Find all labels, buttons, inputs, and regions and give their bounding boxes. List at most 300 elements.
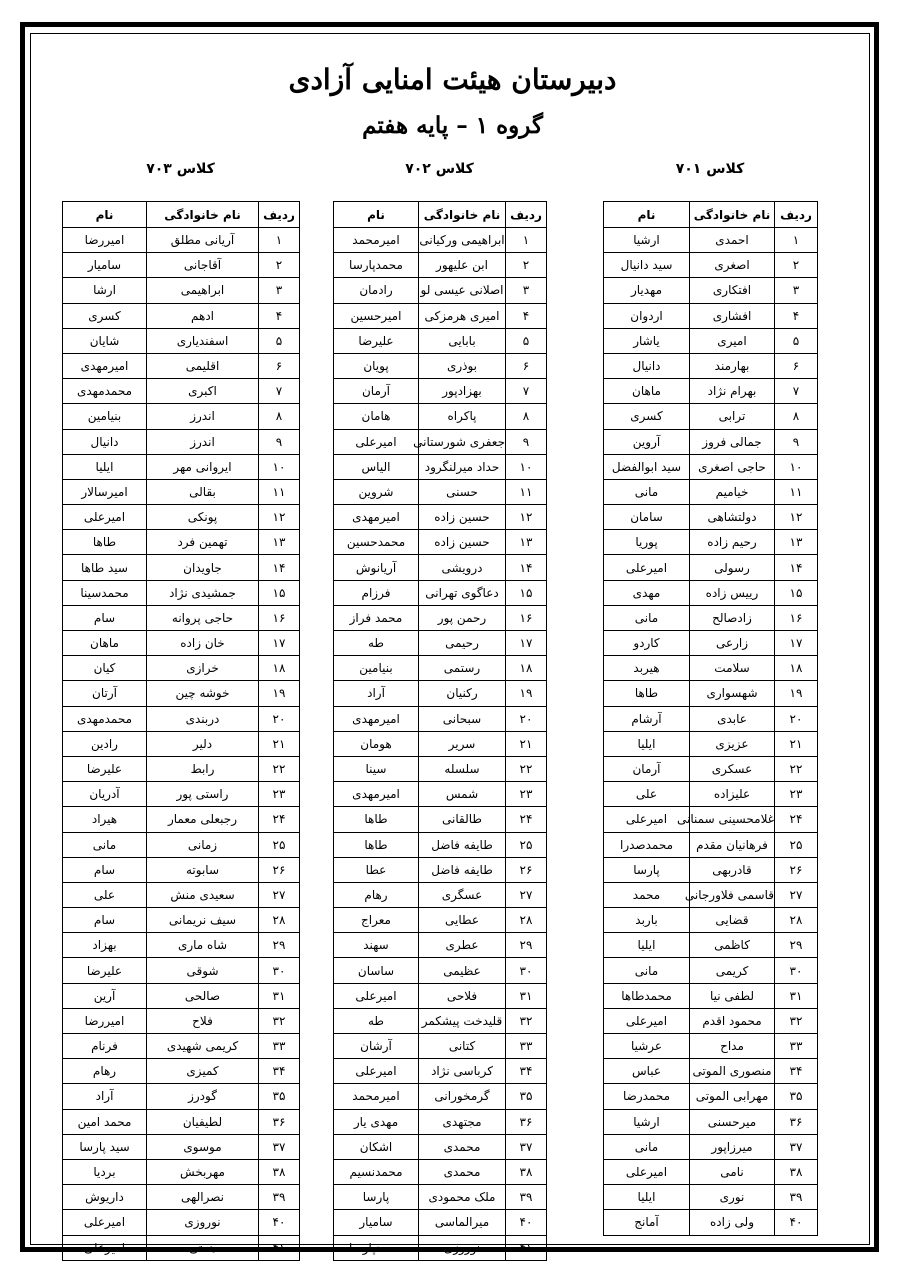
family-name-cell: فلاح: [147, 1008, 259, 1033]
table-row: [604, 731, 818, 756]
group-subtitle: گروه ۱ – پایه هفتم: [362, 112, 543, 139]
family-name-cell: تهمین فرد: [147, 530, 259, 555]
family-name-cell: علیزاده: [690, 782, 775, 807]
first-name-cell: محمدمهدی: [63, 706, 147, 731]
row-number: ۲۷: [259, 882, 300, 907]
family-name-cell: راستی پور: [147, 782, 259, 807]
first-name-cell: هیراد: [63, 807, 147, 832]
table-row: [63, 505, 300, 530]
family-name-cell: نوری: [690, 1185, 775, 1210]
table-row: [334, 253, 547, 278]
family-name-cell: اقلیمی: [147, 353, 259, 378]
family-name-cell: منصوری الموتی: [690, 1059, 775, 1084]
family-name-cell: امیری هرمزکی: [419, 303, 506, 328]
table-row: [334, 1235, 547, 1260]
first-name-cell: شایان: [63, 328, 147, 353]
row-number: ۳۹: [775, 1185, 818, 1210]
first-name-cell: سید طاها: [63, 555, 147, 580]
table-row: [63, 756, 300, 781]
family-name-cell: بوذری: [419, 353, 506, 378]
family-name-cell: زمانی: [147, 832, 259, 857]
table-row: [604, 1008, 818, 1033]
table-row: [334, 958, 547, 983]
row-number: ۲: [259, 253, 300, 278]
table-row: [63, 555, 300, 580]
row-number: ۲۹: [506, 933, 547, 958]
first-name-cell: امیرمهدی: [334, 782, 419, 807]
row-number: ۸: [775, 404, 818, 429]
row-number: ۴۱: [259, 1235, 300, 1260]
first-name-cell: سید پارسا: [63, 1134, 147, 1159]
row-number: ۳: [506, 278, 547, 303]
family-name-cell: رحمن پور: [419, 605, 506, 630]
first-name-cell: محمدطاها: [604, 983, 690, 1008]
first-name-cell: امیرعلی: [334, 429, 419, 454]
first-name-cell: فرنام: [63, 1034, 147, 1059]
first-name-cell: محمدحسین: [334, 530, 419, 555]
table-row: [604, 681, 818, 706]
table-row: [334, 379, 547, 404]
first-name-cell: عرشیا: [604, 1034, 690, 1059]
table-row: [63, 429, 300, 454]
first-name-cell: ماهان: [63, 631, 147, 656]
row-header: ردیف: [506, 202, 547, 228]
first-name-cell: محمدپارسا: [334, 253, 419, 278]
row-number: ۲۰: [775, 706, 818, 731]
row-number: ۳۶: [506, 1109, 547, 1134]
family-name-cell: اکبری: [147, 379, 259, 404]
school-title: دبیرستان هیئت امنایی آزادی: [288, 63, 617, 96]
family-name-cell: بقالی: [147, 479, 259, 504]
family-name-cell: شوقی: [147, 958, 259, 983]
class-roster-table: [333, 201, 547, 1261]
first-name-cell: طه: [334, 1008, 419, 1033]
row-number: ۲: [775, 253, 818, 278]
table-row: [604, 253, 818, 278]
table-row: [334, 908, 547, 933]
table-row: [604, 1059, 818, 1084]
row-number: ۳۰: [506, 958, 547, 983]
table-row: [604, 631, 818, 656]
row-number: ۳۳: [775, 1034, 818, 1059]
table-row: [334, 1185, 547, 1210]
family-name-cell: نصرالهی: [147, 1185, 259, 1210]
row-number: ۴: [259, 303, 300, 328]
family-name-cell: میرزاپور: [690, 1134, 775, 1159]
class-title: کلاس ۷۰۱: [675, 161, 745, 177]
first-name-cell: محمد فراز: [334, 605, 419, 630]
table-row: [63, 353, 300, 378]
family-name-cell: جاویدان: [147, 555, 259, 580]
first-name-cell: مانی: [604, 479, 690, 504]
first-name-cell: آراد: [334, 681, 419, 706]
row-number: ۲۳: [506, 782, 547, 807]
first-name-cell: سید ابوالفضل: [604, 454, 690, 479]
row-number: ۱۷: [259, 631, 300, 656]
family-name-cell: مداح: [690, 1034, 775, 1059]
row-number: ۱۶: [259, 605, 300, 630]
family-name-cell: گودرز: [147, 1084, 259, 1109]
first-name-cell: هامان: [334, 404, 419, 429]
family-name-cell: اصلانی عیسی لو: [419, 278, 506, 303]
table-row: [63, 605, 300, 630]
family-name-cell: رحیم زاده: [690, 530, 775, 555]
first-name-cell: علیرضا: [63, 958, 147, 983]
family-name-cell: رستمی: [419, 656, 506, 681]
family-name-cell: درویشی: [419, 555, 506, 580]
family-name-cell: دلیر: [147, 731, 259, 756]
first-name-cell: آرشان: [334, 1034, 419, 1059]
first-name-cell: محمد: [604, 882, 690, 907]
family-name-cell: آقاجانی: [147, 253, 259, 278]
first-name-cell: هومان: [334, 731, 419, 756]
row-number: ۱۳: [506, 530, 547, 555]
family-name-cell: بهارمند: [690, 353, 775, 378]
first-name-cell: فرزام: [334, 580, 419, 605]
table-row: [334, 1134, 547, 1159]
first-name-cell: رهام: [63, 1059, 147, 1084]
first-name-cell: علیرضا: [334, 328, 419, 353]
table-row: [63, 731, 300, 756]
first-name-cell: ارشیا: [604, 1109, 690, 1134]
row-number: ۷: [775, 379, 818, 404]
table-row: [334, 303, 547, 328]
row-number: ۲۴: [775, 807, 818, 832]
table-row: [604, 228, 818, 253]
family-name-cell: حسنی: [419, 479, 506, 504]
first-name-cell: سهند: [334, 933, 419, 958]
family-name-cell: آریانی مطلق: [147, 228, 259, 253]
row-number: ۲۶: [775, 857, 818, 882]
family-name-cell: سریر: [419, 731, 506, 756]
row-number: ۹: [259, 429, 300, 454]
family-name-cell: دولتشاهی: [690, 505, 775, 530]
family-name-cell: همتی: [147, 1235, 259, 1260]
table-row: [604, 404, 818, 429]
row-number: ۳۳: [506, 1034, 547, 1059]
first-name-cell: علی: [63, 882, 147, 907]
first-name-cell: آرشام: [604, 706, 690, 731]
table-row: [604, 1134, 818, 1159]
family-name-cell: نوروزی: [147, 1210, 259, 1235]
table-row: [334, 1034, 547, 1059]
row-number: ۳۵: [259, 1084, 300, 1109]
table-row: [334, 857, 547, 882]
row-number: ۲۱: [506, 731, 547, 756]
class-title: کلاس ۷۰۲: [405, 161, 474, 177]
row-number: ۲۲: [506, 756, 547, 781]
first-name-cell: طه: [334, 631, 419, 656]
family-name-cell: افشاری: [690, 303, 775, 328]
table-row: [604, 1185, 818, 1210]
table-row: [63, 1159, 300, 1184]
family-name-cell: اندرز: [147, 429, 259, 454]
row-number: ۳۱: [259, 983, 300, 1008]
row-number: ۱۸: [506, 656, 547, 681]
family-name-cell: کمیزی: [147, 1059, 259, 1084]
table-row: [604, 353, 818, 378]
table-row: [334, 580, 547, 605]
first-name-cell: ارشا: [63, 278, 147, 303]
family-name-cell: کرباسی نژاد: [419, 1059, 506, 1084]
family-name-cell: خرازی: [147, 656, 259, 681]
family-name-cell: پونکی: [147, 505, 259, 530]
row-number: ۱۹: [506, 681, 547, 706]
first-name-cell: عباس: [604, 1059, 690, 1084]
first-name-cell: پوریا: [604, 530, 690, 555]
table-row: [604, 782, 818, 807]
table-row: [63, 681, 300, 706]
table-row: [604, 832, 818, 857]
table-row: [334, 656, 547, 681]
first-name-cell: ایلیا: [604, 933, 690, 958]
name-header: نام: [604, 202, 690, 228]
family-name-cell: ولی زاده: [690, 1210, 775, 1235]
row-number: ۲۵: [775, 832, 818, 857]
family-name-cell: جمالی فروز: [690, 429, 775, 454]
family-name-cell: حاجی اصغری: [690, 454, 775, 479]
row-number: ۲۸: [259, 908, 300, 933]
row-number: ۳۹: [259, 1185, 300, 1210]
first-name-cell: داریوش: [63, 1185, 147, 1210]
row-number: ۲۰: [506, 706, 547, 731]
first-name-cell: سینا: [334, 756, 419, 781]
row-number: ۵: [259, 328, 300, 353]
row-number: ۳: [775, 278, 818, 303]
table-row: [604, 429, 818, 454]
family-name-cell: میرالماسی: [419, 1210, 506, 1235]
table-row: [604, 379, 818, 404]
family-name-cell: محمدی: [419, 1159, 506, 1184]
table-row: [334, 530, 547, 555]
family-name-cell: عطایی: [419, 908, 506, 933]
family-name-cell: قاسمی فلاورجانی: [690, 882, 775, 907]
row-number: ۲۳: [775, 782, 818, 807]
first-name-cell: امیرمهدی: [334, 706, 419, 731]
row-number: ۱۰: [506, 454, 547, 479]
first-name-cell: مهدی یار: [334, 1109, 419, 1134]
first-name-cell: کیان: [63, 656, 147, 681]
first-name-cell: مانی: [63, 832, 147, 857]
row-number: ۲۵: [259, 832, 300, 857]
first-name-cell: ایلیا: [604, 1185, 690, 1210]
row-number: ۱: [775, 228, 818, 253]
family-name-cell: میرحسنی: [690, 1109, 775, 1134]
first-name-cell: آرتان: [63, 681, 147, 706]
first-name-cell: امیررضا: [63, 1008, 147, 1033]
row-number: ۲۱: [775, 731, 818, 756]
family-name-cell: موسوی: [147, 1134, 259, 1159]
first-name-cell: آریانوش: [334, 555, 419, 580]
table-row: [63, 656, 300, 681]
family-name-cell: نوروزی: [419, 1235, 506, 1260]
family-name-cell: عسگری: [419, 882, 506, 907]
family-name-cell: ایروانی مهر: [147, 454, 259, 479]
first-name-cell: علی: [604, 782, 690, 807]
table-row: [604, 807, 818, 832]
row-number: ۲۱: [259, 731, 300, 756]
table-row: [63, 530, 300, 555]
family-name-cell: رسولی: [690, 555, 775, 580]
row-number: ۷: [259, 379, 300, 404]
row-number: ۱۸: [259, 656, 300, 681]
family-name-cell: مهرابی الموتی: [690, 1084, 775, 1109]
family-name-cell: عابدی: [690, 706, 775, 731]
table-row: [63, 933, 300, 958]
row-number: ۱۳: [775, 530, 818, 555]
row-number: ۱۴: [775, 555, 818, 580]
first-name-cell: الیاس: [334, 454, 419, 479]
table-row: [63, 1059, 300, 1084]
first-name-cell: دانیال: [63, 429, 147, 454]
first-name-cell: بردیا: [63, 1159, 147, 1184]
table-row: [334, 681, 547, 706]
table-row: [604, 1109, 818, 1134]
family-name-cell: غلامحسینی سمنانی: [690, 807, 775, 832]
family-name-cell: سبحانی: [419, 706, 506, 731]
first-name-cell: بهزاد: [63, 933, 147, 958]
class-title: کلاس ۷۰۳: [146, 161, 215, 177]
family-name-cell: ترابی: [690, 404, 775, 429]
first-name-cell: کسری: [604, 404, 690, 429]
first-name-cell: امیرعلی: [604, 555, 690, 580]
family-name-cell: محمود اقدم: [690, 1008, 775, 1033]
first-name-cell: پارسا: [604, 857, 690, 882]
table-row: [604, 530, 818, 555]
table-row: [604, 933, 818, 958]
table-row: [63, 328, 300, 353]
table-row: [63, 832, 300, 857]
first-name-cell: آروین: [604, 429, 690, 454]
family-name-cell: مجتهدی: [419, 1109, 506, 1134]
row-number: ۳۸: [259, 1159, 300, 1184]
first-name-cell: مانی: [604, 605, 690, 630]
row-number: ۱۵: [506, 580, 547, 605]
family-name-cell: ادهم: [147, 303, 259, 328]
table-row: [334, 228, 547, 253]
first-name-cell: بنیامین: [63, 404, 147, 429]
family-name-cell: خان زاده: [147, 631, 259, 656]
table-row: [334, 882, 547, 907]
table-row: [604, 908, 818, 933]
family-name-cell: قادربهی: [690, 857, 775, 882]
row-number: ۳۷: [259, 1134, 300, 1159]
row-number: ۳۱: [775, 983, 818, 1008]
row-number: ۳۴: [775, 1059, 818, 1084]
table-row: [63, 908, 300, 933]
row-number: ۳۰: [775, 958, 818, 983]
first-name-cell: مهدیار: [604, 278, 690, 303]
first-name-cell: سامیار: [334, 1210, 419, 1235]
name-header: نام: [63, 202, 147, 228]
table-row: [334, 505, 547, 530]
first-name-cell: علیرضا: [63, 756, 147, 781]
row-number: ۸: [259, 404, 300, 429]
first-name-cell: امیرعلی: [63, 1235, 147, 1260]
first-name-cell: امیرمهدی: [334, 505, 419, 530]
table-row: [334, 832, 547, 857]
first-name-cell: سام: [63, 908, 147, 933]
table-row: [63, 1084, 300, 1109]
first-name-cell: امیرعلی: [334, 1059, 419, 1084]
table-row: [63, 278, 300, 303]
family-name-cell: خیامیم: [690, 479, 775, 504]
family-name-cell: طالقانی: [419, 807, 506, 832]
first-name-cell: یاشار: [604, 328, 690, 353]
first-name-cell: امیرمهدی: [63, 353, 147, 378]
table-row: [604, 278, 818, 303]
table-row: [604, 1210, 818, 1235]
family-name-cell: افتکاری: [690, 278, 775, 303]
row-number: ۳۸: [506, 1159, 547, 1184]
family-name-cell: دربندی: [147, 706, 259, 731]
table-row: [63, 479, 300, 504]
family-name-cell: سیف نریمانی: [147, 908, 259, 933]
family-name-cell: سابوته: [147, 857, 259, 882]
row-number: ۲۲: [775, 756, 818, 781]
table-row: [63, 1210, 300, 1235]
family-name-cell: زارعی: [690, 631, 775, 656]
row-number: ۱۸: [775, 656, 818, 681]
first-name-cell: محمدصدرا: [604, 832, 690, 857]
family-header: نام خانوادگی: [147, 202, 259, 228]
first-name-cell: طاها: [334, 832, 419, 857]
family-name-cell: رابط: [147, 756, 259, 781]
row-number: ۳۱: [506, 983, 547, 1008]
family-name-cell: رییس زاده: [690, 580, 775, 605]
family-name-cell: کاظمی: [690, 933, 775, 958]
row-number: ۱۶: [775, 605, 818, 630]
row-number: ۳۷: [775, 1134, 818, 1159]
table-row: [334, 1084, 547, 1109]
row-number: ۱۷: [506, 631, 547, 656]
table-row: [604, 656, 818, 681]
row-number: ۲۷: [775, 882, 818, 907]
family-name-cell: کریمی شهیدی: [147, 1034, 259, 1059]
table-row: [63, 1109, 300, 1134]
family-name-cell: لطفی نیا: [690, 983, 775, 1008]
row-number: ۳۶: [775, 1109, 818, 1134]
row-header: ردیف: [775, 202, 818, 228]
family-name-cell: قضایی: [690, 908, 775, 933]
row-number: ۱۱: [259, 479, 300, 504]
family-name-cell: نامی: [690, 1159, 775, 1184]
row-number: ۲۴: [506, 807, 547, 832]
first-name-cell: محمدسینا: [63, 580, 147, 605]
table-row: [63, 1185, 300, 1210]
table-row: [604, 580, 818, 605]
family-name-cell: دعاگوی تهرانی: [419, 580, 506, 605]
first-name-cell: امیرمحمد: [334, 1084, 419, 1109]
row-number: ۱۵: [259, 580, 300, 605]
table-row: [63, 404, 300, 429]
family-name-cell: خوشه چین: [147, 681, 259, 706]
first-name-cell: آرمان: [604, 756, 690, 781]
family-name-cell: اصغری: [690, 253, 775, 278]
first-name-cell: طاها: [604, 681, 690, 706]
table-row: [604, 1034, 818, 1059]
row-number: ۱۷: [775, 631, 818, 656]
table-header-row: [334, 202, 547, 228]
first-name-cell: مهدی: [604, 580, 690, 605]
family-name-cell: کتانی: [419, 1034, 506, 1059]
table-row: [334, 782, 547, 807]
table-row: [334, 328, 547, 353]
table-row: [334, 278, 547, 303]
family-name-cell: لطیفیان: [147, 1109, 259, 1134]
row-number: ۴: [506, 303, 547, 328]
row-header: ردیف: [259, 202, 300, 228]
